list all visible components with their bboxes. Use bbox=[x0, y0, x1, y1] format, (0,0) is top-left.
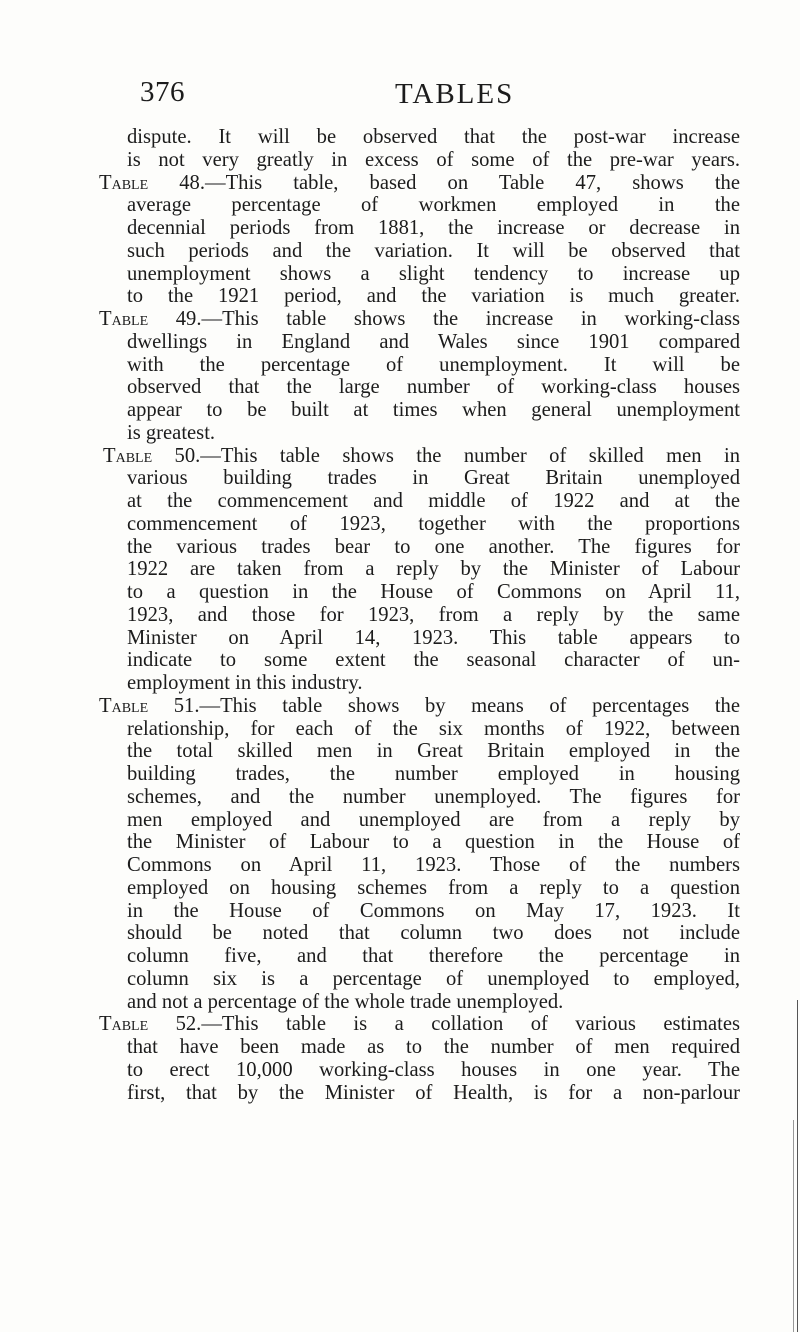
text-line: dwellings in England and Wales since 1901 compared bbox=[127, 330, 740, 353]
table-heading-word: Table bbox=[99, 1013, 149, 1036]
table-heading-word: Table bbox=[99, 171, 149, 194]
text-line: is not very greatly in excess of some of the pre-war years. bbox=[127, 148, 740, 171]
text-line: 1923, and those for 1923, from a reply by the same bbox=[127, 603, 740, 626]
text-line: Commons on April 11, 1923. Those of the numbers bbox=[127, 854, 740, 876]
text-line: building trades, the number employed in housing bbox=[127, 763, 740, 785]
text-line: is greatest. bbox=[127, 421, 216, 444]
text-line: average percentage of workmen employed in the bbox=[127, 194, 740, 217]
text-line: Table 49.—This table shows the increase in working-class bbox=[99, 308, 740, 330]
text-line: to a question in the House of Commons on April 11, bbox=[127, 581, 740, 603]
text-line: with the percentage of unemployment. It will be bbox=[127, 353, 740, 376]
text-line: to the 1921 period, and the variation is much greater. bbox=[127, 285, 740, 308]
text-line: Table 51.—This table shows by means of percentages the bbox=[99, 694, 740, 717]
text-line: Table 52.—This table is a collation of various estimates bbox=[99, 1013, 740, 1036]
text-line: the various trades bear to one another. The figures for bbox=[127, 535, 740, 558]
text-line: indicate to some extent the seasonal character of un- bbox=[127, 649, 740, 672]
text-line: schemes, and the number unemployed. The figures for bbox=[127, 785, 740, 808]
table-heading-word: Table bbox=[99, 308, 149, 330]
text-line: in the House of Commons on May 17, 1923. It bbox=[127, 899, 740, 922]
text-line: and not a percentage of the whole trade unemployed. bbox=[127, 990, 564, 1013]
text-line: first, that by the Minister of Health, is for a non-parlour bbox=[127, 1081, 740, 1104]
text-line: dispute. It will be observed that the post-war increase bbox=[127, 126, 740, 148]
text-line: at the commencement and middle of 1922 and at the bbox=[127, 490, 740, 512]
text-line: the Minister of Labour to a question in the House of bbox=[127, 831, 740, 854]
text-line: employed on housing schemes from a reply to a question bbox=[127, 876, 740, 899]
text-line: observed that the large number of working-class houses bbox=[127, 376, 740, 399]
text-line: column six is a percentage of unemployed to employed, bbox=[127, 967, 740, 990]
text-line: should be noted that column two does not include bbox=[127, 922, 740, 945]
text-line: 1922 are taken from a reply by the Minister of Labour bbox=[127, 558, 740, 581]
text-line: appear to be built at times when general unemployment bbox=[127, 399, 740, 421]
text-line: various building trades in Great Britain unemployed bbox=[127, 467, 740, 490]
page-edge-line bbox=[793, 1120, 794, 1332]
text-line: relationship, for each of the six months of 1922, between bbox=[127, 717, 740, 740]
text-line: employment in this industry. bbox=[127, 672, 363, 694]
text-line: commencement of 1923, together with the proportions bbox=[127, 512, 740, 535]
text-line: Table 48.—This table, based on Table 47, shows the bbox=[99, 171, 740, 194]
text-line: men employed and unemployed are from a reply by bbox=[127, 808, 740, 831]
text-line: decennial periods from 1881, the increase or decrease in bbox=[127, 217, 740, 239]
text-line: such periods and the variation. It will be observed that bbox=[127, 239, 740, 262]
running-title: TABLES bbox=[395, 78, 515, 110]
text-line: the total skilled men in Great Britain employed in the bbox=[127, 740, 740, 763]
table-heading-word: Table bbox=[103, 444, 153, 467]
text-line: Table 50.—This table shows the number of skilled men in bbox=[103, 444, 740, 467]
page-number: 376 bbox=[140, 76, 185, 108]
text-line: column five, and that therefore the percentage in bbox=[127, 945, 740, 967]
text-line: to erect 10,000 working-class houses in one year. The bbox=[127, 1058, 740, 1081]
page-header bbox=[0, 72, 800, 122]
body-text bbox=[85, 126, 740, 1104]
text-line: that have been made as to the number of men required bbox=[127, 1036, 740, 1058]
text-line: unemployment shows a slight tendency to increase up bbox=[127, 262, 740, 285]
page-edge-line bbox=[797, 1000, 798, 1332]
text-line: Minister on April 14, 1923. This table appears to bbox=[127, 626, 740, 649]
table-heading-word: Table bbox=[99, 694, 149, 717]
